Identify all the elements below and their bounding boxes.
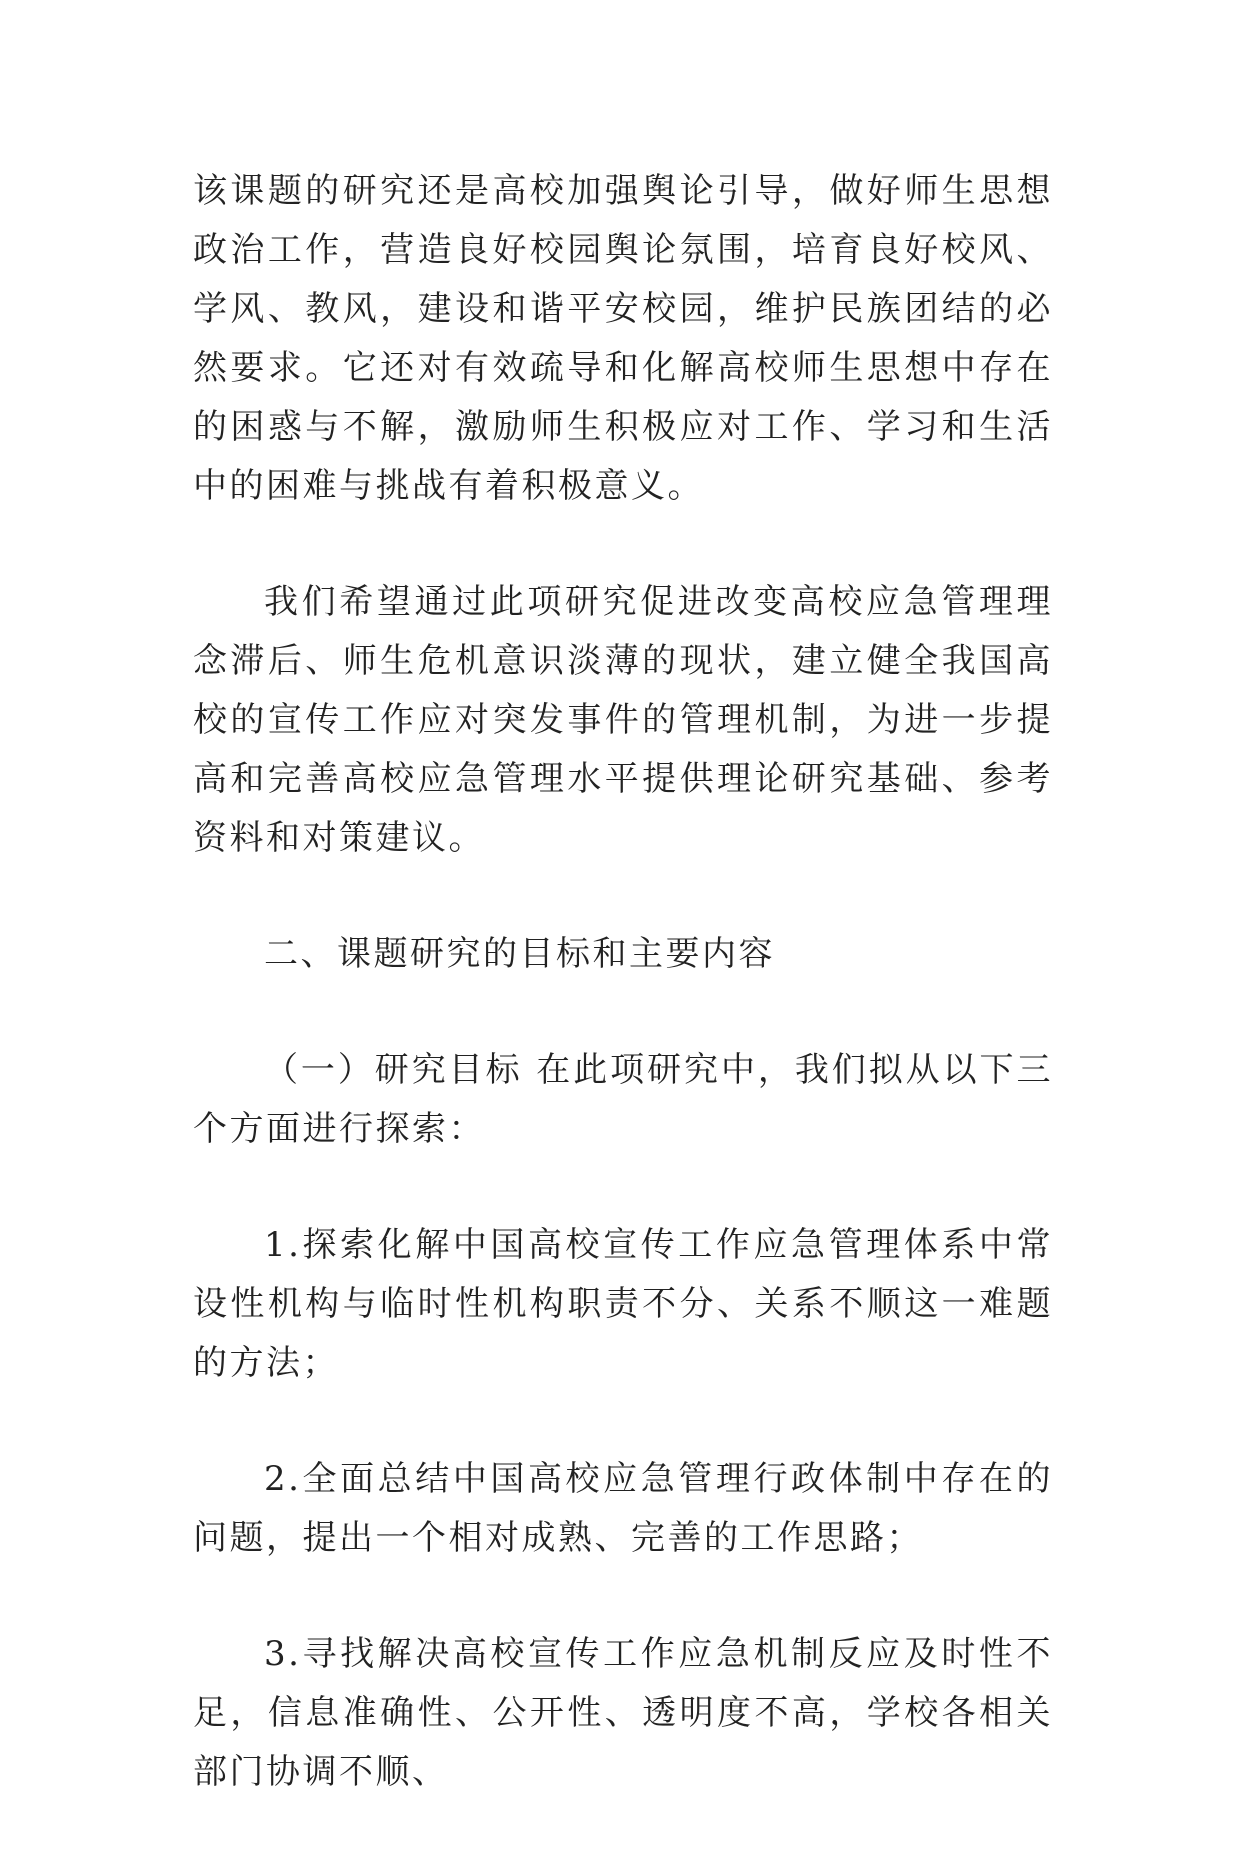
document-body [193, 162, 1053, 1859]
paragraph-research-hope: 我们希望通过此项研究促进改变高校应急管理理念滞后、师生危机意识淡薄的现状，建立健全我国高校的宣传工作应对突发事件的管理机制，为进一步提高和完善高校应急管理水平提供理论研究基础、参考资料和对策建议。 [193, 582, 1053, 858]
list-item-goal-3: 3.寻找解决高校宣传工作应急机制反应及时性不足，信息准确性、公开性、透明度不高，学校各相关部门协调不顺、 [193, 1634, 1053, 1792]
paragraph-research-goals: （一）研究目标 在此项研究中，我们拟从以下三个方面进行探索： [193, 1050, 1053, 1149]
list-item-goal-1: 1.探索化解中国高校宣传工作应急管理体系中常设性机构与临时性机构职责不分、关系不顺这一难题的方法； [193, 1225, 1053, 1383]
list-item-goal-2: 2.全面总结中国高校应急管理行政体制中存在的问题，提出一个相对成熟、完善的工作思路； [193, 1459, 1053, 1558]
section-heading-goals: 二、课题研究的目标和主要内容 [264, 934, 775, 974]
paragraph-significance: 该课题的研究还是高校加强舆论引导，做好师生思想政治工作，营造良好校园舆论氛围，培育良好校风、学风、教风，建设和谐平安校园，维护民族团结的必然要求。它还对有效疏导和化解高校师生思想中存在的困惑与不解，激励师生积极应对工作、学习和生活中的困难与挑战有着积极意义。 [193, 171, 1053, 506]
